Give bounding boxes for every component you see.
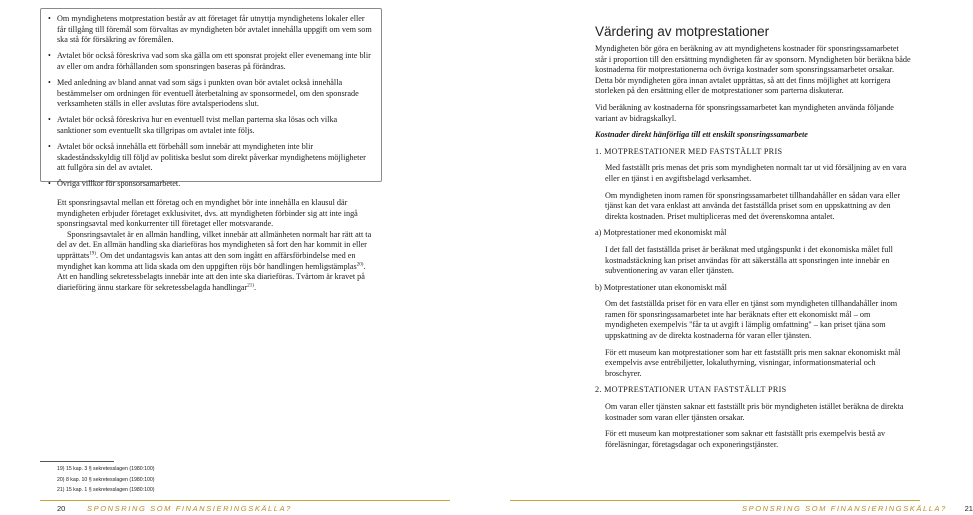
numbered-heading: 2. MOTPRESTATIONER UTAN FASTSTÄLLT PRIS — [595, 385, 787, 395]
footer-rule — [510, 500, 920, 501]
footnote: 19) 15 kap. 3 § sekretesslagen (1980:100) — [57, 466, 155, 472]
footnotes — [57, 464, 154, 496]
footnote-ref[interactable]: 20) — [356, 261, 364, 267]
list-item: • Avtalet bör också innehålla ett förbehåll som innebär att myndigheten inte blir skadeståndsskyldig till följd av politiska beslut som direkt påverkar myndighetens möjligheter att fullgöra sin del av avtalet. — [48, 141, 366, 173]
public-document-paragraph: Sponsringsavtalet är en allmän handling, vilket innebär att allmänheten normalt har rätt att ta del av det. En allmän handling ska diarieföras hos myndigheten så fort den har kommit in eller upprättats$^{19)}$. Om det undantagsvis kan antas att den som ingått en affärsförbindelse med en myndighet kan komma att lida skada om den uppgiften röjs bör handlingen hemligstämplas$^{20)}$. Att en handling sekretessbelagts innebär inte att den inte ska diarieföras. Tvärtom är kravet på diarieföring ännu starkare för sekretessbelagda handlingar$^{21)}$. — [57, 229, 372, 292]
lettered-heading: a) Motprestationer med ekonomiskt mål — [595, 228, 727, 238]
list-item: • Om myndighetens motprestation består av att företaget får utnyttja myndighetens lokaler eller får tillgång till föremål som förvaltas av myndigheten bör avtalet innehålla uppgift om vem som ska stå för försäkring av föremålen. — [48, 14, 372, 45]
section-heading: Värdering av motprestationer — [595, 24, 770, 39]
bullet-icon: • — [48, 51, 51, 61]
footnote: 21) 15 kap. 1 § sekretesslagen (1980:100) — [57, 487, 155, 493]
paragraph: Om varan eller tjänsten saknar ett fastställt pris bör myndigheten istället beräkna de direkta kostnader som varan eller tjänsten orsakar. — [605, 402, 904, 422]
paragraph: För ett museum kan motprestationer som saknar ett fastställt pris exempelvis bestå av föreläsningar, företagsdagar och exponeringstjänster. — [605, 429, 886, 449]
bullet-icon: • — [48, 141, 51, 151]
bullet-icon: • — [48, 77, 51, 87]
page-footer — [742, 504, 973, 513]
list-item: • Med anledning av bland annat vad som sägs i punkten ovan bör avtalet också innehålla bestämmelser om ordningen för eventuell återbetalning av sponsormedel, om den sponsrade verksamheten ställs in eller avslutas före avtalsperiodens slut. — [48, 77, 359, 109]
paragraph: I det fall det fastställda priset är beräknat med utgångspunkt i det ekonomiska målet full kostnadstäckning kan priset användas för att säkerställa att sponsringen inte innebär en subventionering av varan eller tjänsten. — [605, 244, 893, 276]
paragraph: För ett museum kan motprestationer som har ett fastställt pris men saknar ekonomiskt mål exempelvis avse entrébiljetter, lokaluthyrning, visningar, informationsmaterial och broschyrer. — [605, 347, 901, 378]
page-number: 20 — [57, 504, 66, 513]
page-footer — [57, 504, 292, 513]
right-page — [480, 0, 973, 515]
list-item: • Avtalet bör också föreskriva vad som ska gälla om ett sponsrat projekt eller evenemang inte blir av eller om andra förhållanden som sponsringen baseras på förändras. — [48, 51, 371, 71]
paragraph: Myndigheten bör göra en beräkning av att myndighetens kostnader för sponsringssamarbetet står i proportion till den ersättning myndigheten får av sponsorn. Myndigheten bör beräkna både kostnaderna för motprestationerna och övriga kostnader som sponsringssamarbetet orsakar. Detta bör myndigheten göra innan avtalet upprättas, så att det finns möjlighet att korrigera storleken på den ersättning eller de motprestationer som parterna diskuterar. — [595, 44, 911, 96]
footnote-ref[interactable]: 19) — [89, 251, 96, 257]
footnote-ref[interactable]: 21) — [247, 283, 254, 289]
numbered-heading: 1. MOTPRESTATIONER MED FASTSTÄLLT PRIS — [595, 146, 783, 156]
bullet-icon: • — [48, 179, 51, 189]
left-body-text — [57, 198, 375, 293]
paragraph: Vid beräkning av kostnaderna för sponsringssamarbetet kan myndigheten använda följande variant av bidragskalkyl. — [595, 102, 894, 123]
bullet-icon: • — [48, 115, 51, 125]
left-page — [0, 0, 480, 515]
right-body-text — [595, 24, 911, 456]
running-title: SPONSRING SOM FINANSIERINGSKÄLLA? — [87, 504, 292, 513]
footnote: 20) 8 kap. 10 § sekretesslagen (1980:100) — [57, 476, 155, 483]
lettered-heading: b) Motprestationer utan ekonomiskt mål — [595, 282, 727, 292]
list-item: • Avtalet bör också föreskriva hur en eventuell tvist mellan parterna ska lösas och vilka sanktioner som eventuellt ska tillgripas om avtalet inte följs. — [48, 115, 338, 135]
paragraph: Om det fastställda priset för en vara eller en tjänst som myndigheten tillhandahåller inom ramen för sponsringssamarbetet inte har beräknats efter ett ekonomiskt mål – om myndigheten exempelvis "får ta ut avgift i lämplig omfattning" – kan priset tjäna som uppskattning av de direkta kostnaderna för varan eller tjänsten. — [605, 299, 898, 341]
subheading: Kostnader direkt hänförliga till ett enskilt sponsringssamarbete — [595, 130, 808, 140]
bullet-icon: • — [48, 14, 51, 23]
footer-rule — [40, 500, 450, 501]
footnote-divider — [40, 461, 114, 462]
paragraph: Om myndigheten inom ramen för sponsringssamarbetet tillhandahåller en sådan vara eller tjänst kan det vara enklast att använda det fastställda priset som en uppskattning av den direkta kostnaden. Priset multipliceras med det överenskomna antalet. — [605, 190, 901, 221]
checklist-bullets — [48, 14, 373, 195]
running-title: SPONSRING SOM FINANSIERINGSKÄLLA? — [742, 504, 947, 513]
paragraph: Med fastställt pris menas det pris som myndigheten normalt tar ut vid försäljning av en vara eller en tjänst i en avgiftsbelagd verksamhet. — [605, 163, 907, 183]
exclusivity-paragraph: Ett sponsringsavtal mellan ett företag och en myndighet bör inte innehålla en klausul där myndigheten erbjuder företaget exklusivitet, dvs. att myndigheten förbinder sig att inte ingå sponsringsavtal med konkurrenter till företaget eller motsvarande. — [57, 198, 358, 229]
list-item: • Övriga villkor för sponsorsamarbetet. — [48, 179, 181, 189]
page-number: 21 — [964, 504, 973, 513]
